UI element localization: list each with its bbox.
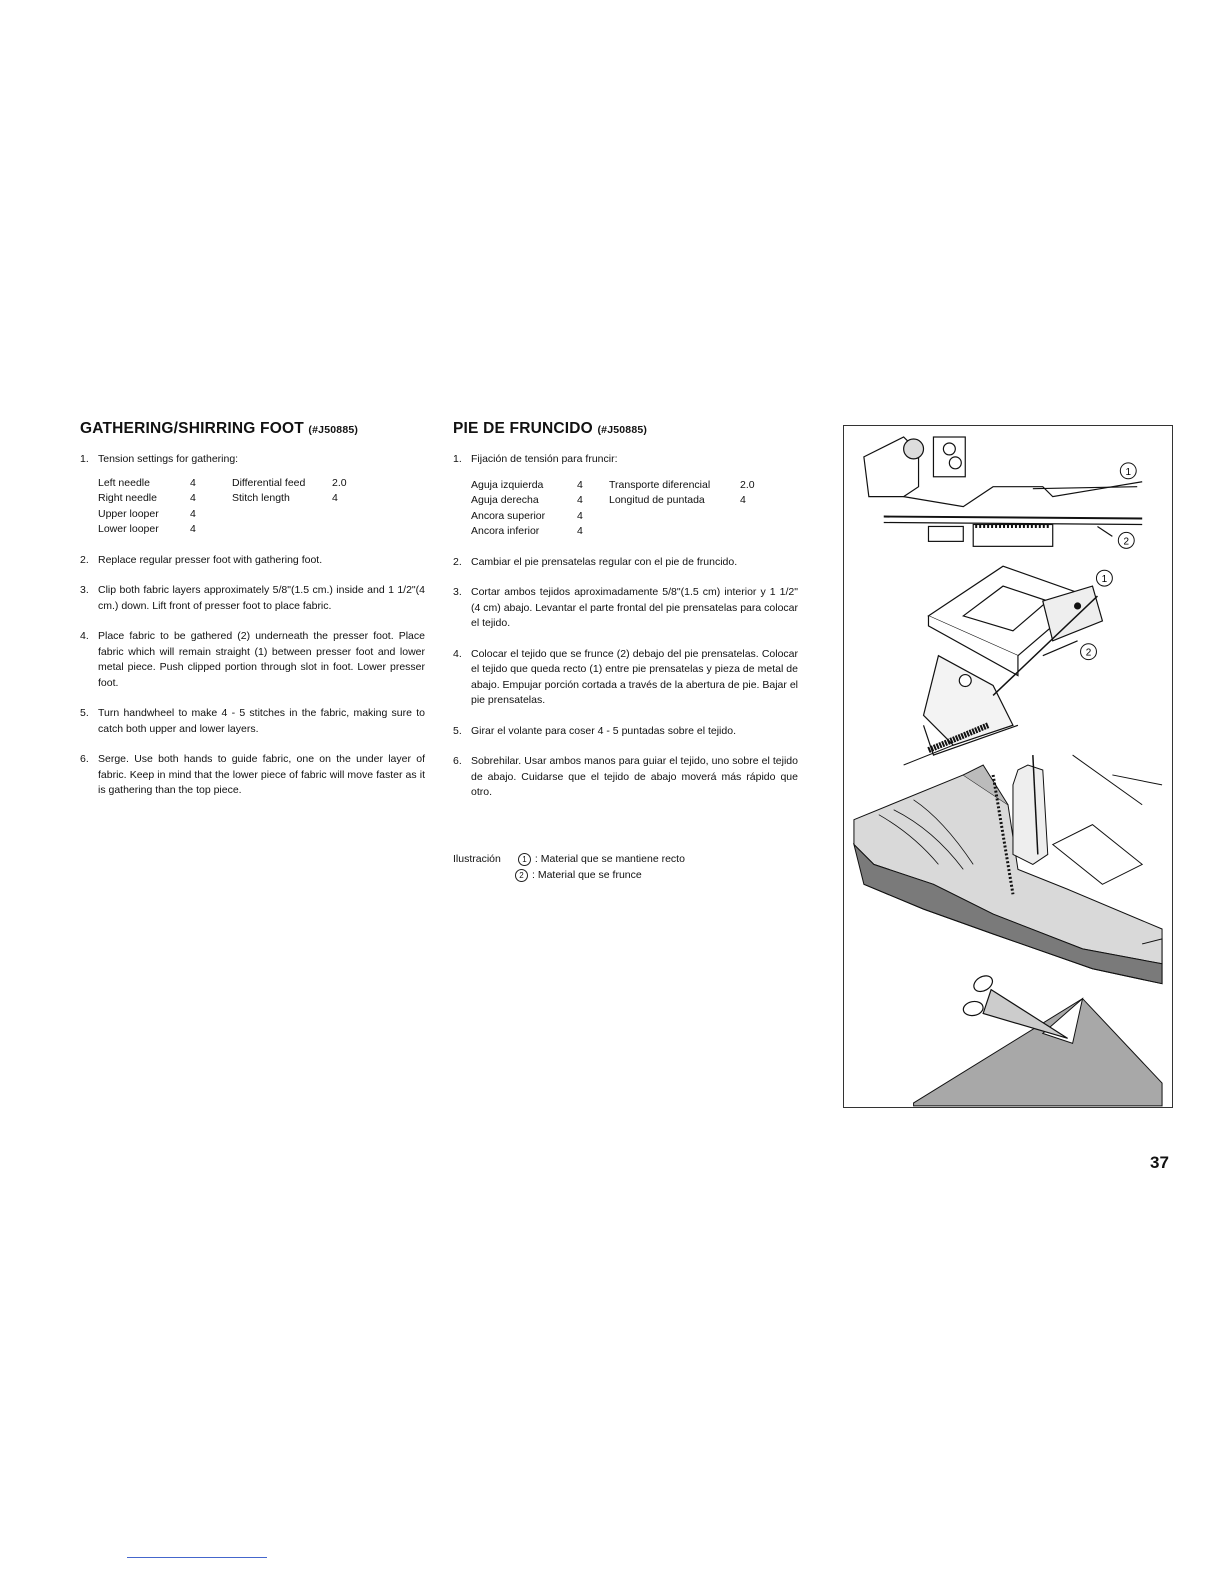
- english-tension-settings: [98, 476, 425, 538]
- svg-text:1: 1: [1101, 574, 1108, 586]
- spanish-title: PIE DE FRUNCIDO: [453, 420, 593, 437]
- english-heading: [80, 420, 425, 438]
- illustration-frame: [843, 425, 1173, 1108]
- step-text: Place fabric to be gathered (2) underneath the presser foot. Place fabric which will remain straight (1) between presser foot and lower metal piece. Push clipped portion through slot in foot. Lower presser foot.: [98, 630, 425, 689]
- step-text: Turn handwheel to make 4 - 5 stitches in the fabric, making sure to catch both upper and lower layers.: [98, 707, 425, 735]
- step-text: Fijación de tensión para fruncir:: [471, 453, 618, 465]
- english-step-4: [80, 629, 425, 691]
- setting-label: Ancora superior: [471, 509, 546, 522]
- english-step-5: [80, 706, 425, 737]
- step-text: Serge. Use both hands to guide fabric, one on the under layer of fabric. Keep in mind that the lower piece of fabric will move faster as it is gathering than the top piece.: [98, 753, 425, 796]
- setting-value: 4: [190, 476, 196, 489]
- step-number: 1.: [453, 453, 462, 465]
- side-view-diagram: [864, 437, 1142, 546]
- setting-value: 4: [577, 525, 583, 537]
- illustration-label: Ilustración: [453, 853, 501, 865]
- setting-value: 4: [740, 494, 746, 506]
- setting-label: Stitch length: [232, 492, 290, 504]
- setting-value: 2.0: [332, 476, 347, 489]
- setting-label: Right needle: [98, 492, 157, 504]
- marker-1-icon: 1: [518, 853, 531, 866]
- step-text: Clip both fabric layers approximately 5/8"(1.5 cm.) inside and 1 1/2"(4 cm.) down. Lift front of presser foot to place fabric.: [98, 584, 425, 612]
- step-number: 3.: [453, 586, 462, 598]
- step-number: 6.: [453, 755, 462, 767]
- marker-1-top-icon: [1120, 463, 1136, 479]
- spanish-part-code: (#J50885): [597, 424, 648, 436]
- foot-perspective-diagram: [924, 566, 1103, 755]
- english-part-code: (#J50885): [308, 424, 359, 436]
- spanish-step-2: [453, 555, 798, 571]
- cutting-diagram: [914, 999, 1162, 1106]
- marker-2-icon: 2: [515, 869, 528, 882]
- setting-label: Upper looper: [98, 507, 159, 520]
- step-text: Replace regular presser foot with gathering foot.: [98, 553, 323, 566]
- spanish-column: [453, 420, 798, 816]
- setting-value: 4: [332, 492, 338, 504]
- svg-text:1: 1: [1125, 466, 1132, 478]
- step-number: 5.: [453, 724, 462, 737]
- setting-value: 4: [577, 478, 583, 491]
- setting-label: Aguja derecha: [471, 494, 539, 506]
- svg-text:2: 2: [1123, 536, 1130, 548]
- setting-value: 4: [190, 523, 196, 535]
- spanish-step-1: [453, 452, 798, 540]
- legend-item-2: : Material que se frunce: [532, 869, 642, 881]
- setting-label: Longitud de puntada: [609, 494, 705, 506]
- spanish-tension-settings: [471, 478, 798, 540]
- setting-value: 4: [190, 492, 196, 504]
- legend-item-1: : Material que se mantiene recto: [534, 853, 685, 865]
- english-column: [80, 420, 425, 814]
- sewing-illustration: [844, 426, 1172, 1107]
- english-step-1: [80, 452, 425, 538]
- step-text: Cortar ambos tejidos aproximadamente 5/8"(1.5 cm) interior y 1 1/2" (4 cm) abajo. Levantar el parte frontal del pie prensatelas para colocar el tejido.: [471, 586, 798, 629]
- marker-2-top-icon: [1118, 532, 1134, 548]
- marker-2-mid-icon: [1081, 644, 1097, 660]
- setting-label: Aguja izquierda: [471, 478, 544, 491]
- setting-value: 4: [190, 507, 196, 520]
- step-number: 5.: [80, 707, 89, 719]
- step-text: Colocar el tejido que se frunce (2) debajo del pie prensatelas. Colocar el tejido que queda recto (1) entre pie prensatelas y pieza de metal de abajo. Empujar porción cortada a través de la abertura de pie. Bajar el pie prensatelas.: [471, 647, 798, 706]
- illustration-legend: [453, 851, 685, 883]
- setting-value: 2.0: [740, 478, 755, 491]
- step-number: 4.: [453, 647, 462, 660]
- scissors-icon: [962, 973, 1067, 1039]
- step-number: 1.: [80, 453, 89, 465]
- step-text: Tension settings for gathering:: [98, 453, 239, 465]
- page-number: 37: [1150, 1153, 1169, 1172]
- spanish-step-6: [453, 754, 798, 801]
- spanish-step-5: [453, 724, 798, 740]
- setting-label: Differential feed: [232, 476, 306, 489]
- step-number: 2.: [453, 555, 462, 568]
- english-step-3: [80, 583, 425, 614]
- fabric-gathering-diagram: [854, 745, 1162, 984]
- marker-1-mid-icon: [1096, 570, 1112, 586]
- spanish-step-4: [453, 647, 798, 709]
- step-text: Cambiar el pie prensatelas regular con el pie de fruncido.: [471, 555, 738, 568]
- english-title: GATHERING/SHIRRING FOOT: [80, 420, 304, 437]
- english-step-6: [80, 752, 425, 799]
- step-text: Sobrehilar. Usar ambos manos para guiar el tejido, uno sobre el tejido de abajo. Cuidarse que el tejido de abajo moverá más rápido que otro.: [471, 755, 798, 798]
- setting-label: Ancora inferior: [471, 525, 540, 537]
- setting-label: Lower looper: [98, 523, 159, 535]
- english-step-2: [80, 553, 425, 569]
- svg-text:2: 2: [1085, 647, 1092, 659]
- setting-value: 4: [577, 494, 583, 506]
- footer-rule: [127, 1557, 267, 1558]
- spanish-step-3: [453, 585, 798, 632]
- setting-label: Transporte diferencial: [609, 478, 711, 491]
- step-text: Girar el volante para coser 4 - 5 puntadas sobre el tejido.: [471, 724, 736, 737]
- step-number: 4.: [80, 630, 89, 642]
- setting-value: 4: [577, 509, 583, 522]
- step-number: 6.: [80, 753, 89, 765]
- setting-label: Left needle: [98, 476, 150, 489]
- step-number: 3.: [80, 584, 89, 596]
- step-number: 2.: [80, 553, 89, 566]
- spanish-heading: [453, 420, 798, 438]
